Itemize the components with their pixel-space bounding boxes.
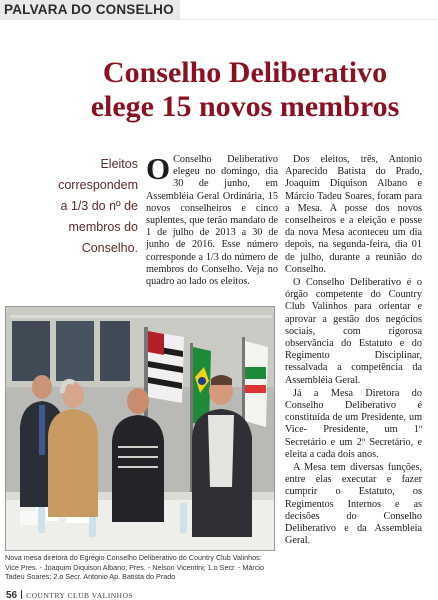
drop-cap: O (146, 151, 171, 186)
photo-illustration (6, 307, 275, 551)
article-paragraph: O Conselho Deliberativo é o órgão competente do Country Club Valinhos para orientar e aprovar a gestão dos negócios sociais, com rigorosa observância do Estatuto e do Regimento Disciplinar, ressalvada a competência da Assembléia Geral. (285, 277, 422, 386)
pull-quote-line: a 1/3 do nº de (60, 199, 138, 213)
article-column-2 (285, 154, 422, 549)
article-column-1 (146, 151, 278, 289)
pull-quote (28, 154, 138, 259)
section-header (0, 0, 438, 20)
article-paragraph: A Mesa tem diversas funções, entre elas executar e fazer cumprir o Estatuto, os Regimentos Internos e as decisões do Conselho Deliberativo e da Assembleia Geral. (285, 462, 422, 547)
pull-quote-line: membros do (68, 220, 138, 234)
footer-divider (21, 590, 22, 599)
pull-quote-line: Eleitos (100, 157, 138, 171)
pull-quote-line: correspondem (58, 178, 138, 192)
headline-line-2: elege 15 novos membros (90, 90, 400, 123)
page-footer (6, 585, 134, 600)
article-paragraph: Já a Mesa Diretora do Conselho Deliberativo é constituída de um Presidente, um Vice- Presidente, um 1º Secretário e um 2º Secretário, e eleita a cada dois anos. (285, 387, 422, 460)
section-label: PALVARA DO CONSELHO (0, 0, 180, 20)
article-paragraph: Dos eleitos, três, Antonio Aparecido Batista do Prado, Joaquim Diquison Albano e Márcio Tadeu Soares, foram para a Mesa. A posse dos novos conselheiros e a eleição e posse da nova Mesa aconteceu um dia depois, na segunda-feira, dia 01 de julho, durante a reunião do Conselho. (285, 154, 422, 275)
article-paragraph (146, 151, 278, 288)
magazine-name: COUNTRY CLUB VALINHOS (26, 591, 134, 600)
paragraph-text: Conselho Deliberativo elegeu no domingo, dia 30 de junho, em Assembléia Geral Ordinária, 15 novos conselheiros e cinco suplentes, que terão mandato de 1 de julho de 2013 a 30 de junho de 2016. Esse número corresponde a 1/3 do número de membros do Conselho. Veja no quadro ao lado os eleitos. (146, 154, 278, 288)
photo-caption: Nova mesa diretora do Egrégio Conselho Deliberativo do Country Club Valinhos: Vice Pres. - Joaquim Diquison Albano; Pres. - Nelson Vicentini; 1.o Secr. - Márcio Tadeu Soares; 2.o Secr. Antonio Ap. Batista do Prado (5, 553, 265, 581)
page-number: 56 (6, 590, 18, 600)
article-photo (5, 306, 275, 551)
article-headline (60, 56, 430, 124)
pull-quote-line: Conselho. (81, 241, 138, 255)
headline-line-1: Conselho Deliberativo (102, 56, 388, 89)
